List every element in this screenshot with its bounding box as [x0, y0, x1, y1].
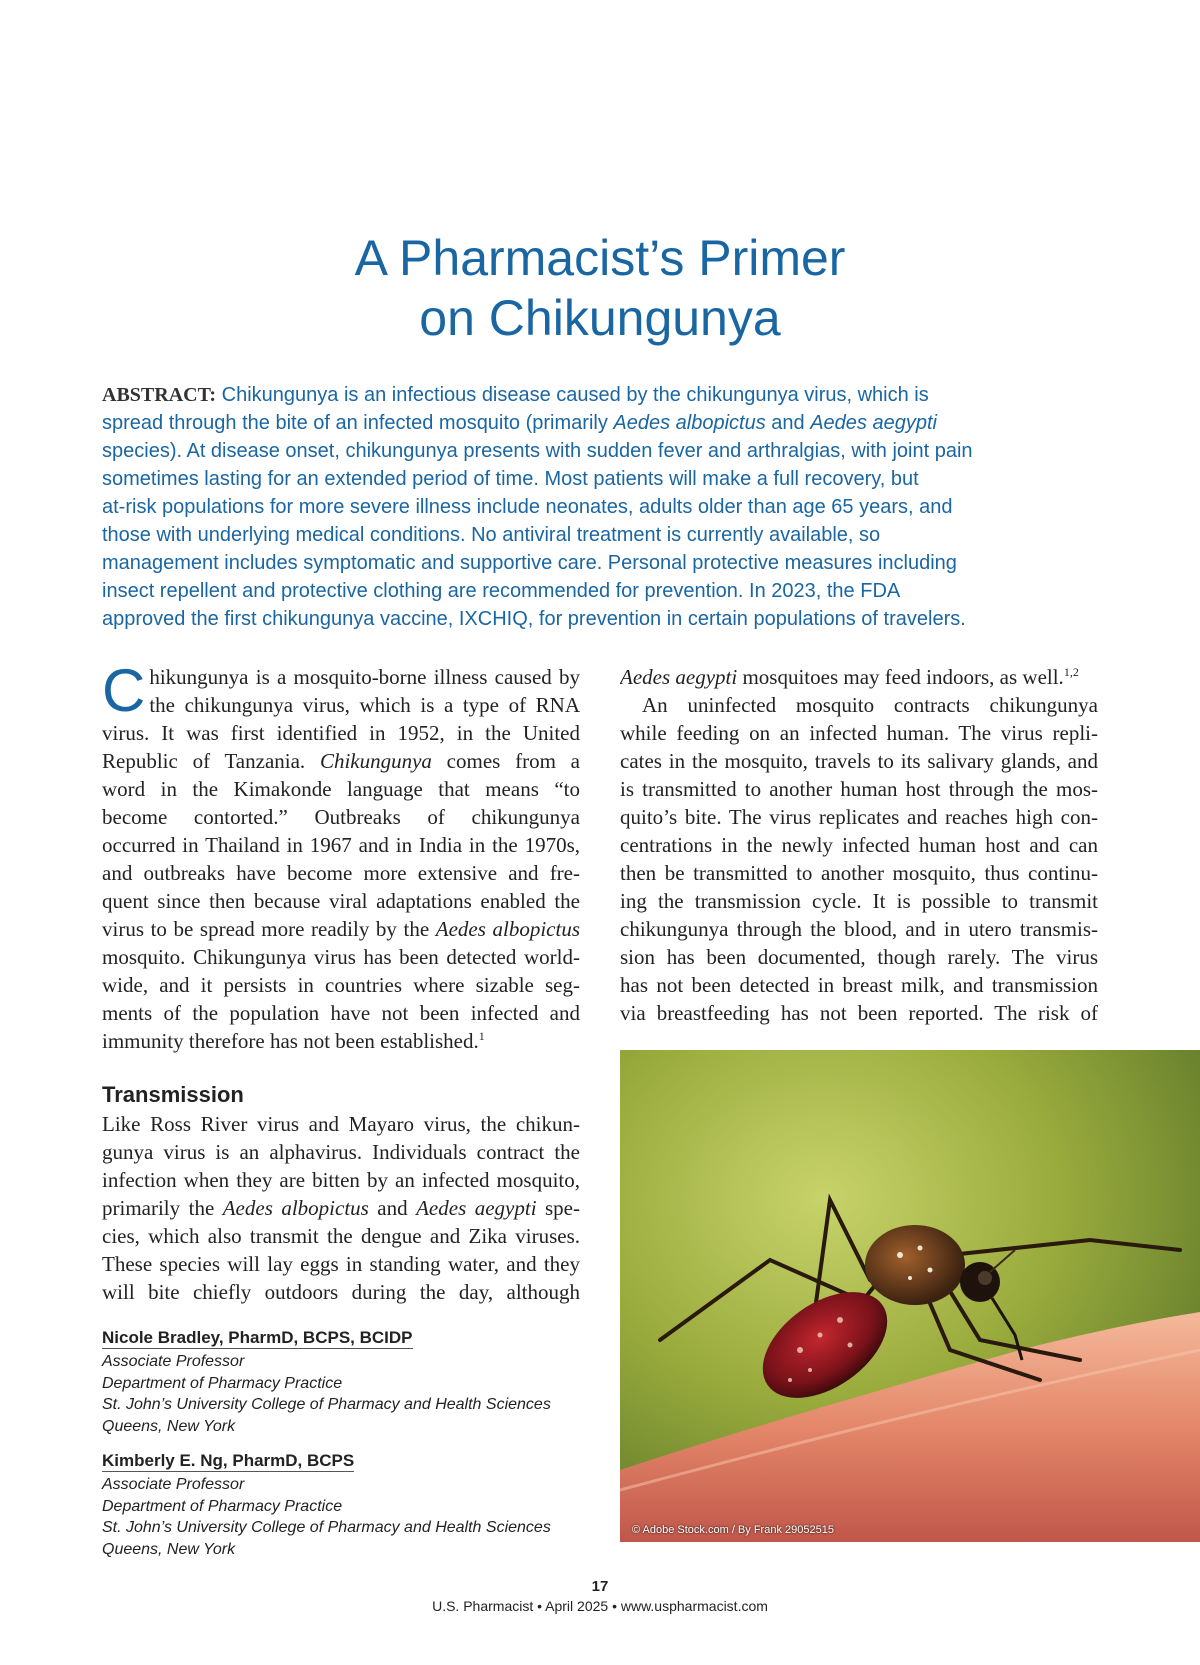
mosquito-photo: [620, 1050, 1200, 1542]
abstract: [102, 381, 1102, 633]
author-school: St. John’s University College of Pharmacy and Health Sciences: [102, 1396, 551, 1413]
author-name: Nicole Bradley, PharmD, BCPS, BCIDP: [102, 1328, 413, 1347]
author-dept: Department of Pharmacy Practice: [102, 1374, 343, 1392]
body-line: sion has been documented, though rarely. The virus: [620, 945, 1098, 969]
body-line: mosquito. Chikungunya virus has been detected world-: [102, 945, 580, 969]
title-line-2: on Chikungunya: [419, 290, 781, 346]
body-line: ments of the population have not been infected and: [102, 1001, 580, 1025]
footer-line: U.S. Pharmacist • April 2025 • www.uspharmacist.com: [432, 1598, 768, 1614]
abstract-line: sometimes lasting for an extended period of time. Most patients will make a full recovery, but: [102, 468, 919, 490]
abstract-label: ABSTRACT:: [102, 384, 217, 406]
abstract-and: and: [765, 412, 811, 434]
body-line: wide, and it persists in countries where sizable seg-: [102, 973, 580, 997]
body-line: These species will lay eggs in standing water, and they: [102, 1252, 580, 1276]
author-block-2: [102, 1451, 602, 1560]
abstract-line: at-risk populations for more severe illness include neonates, adults older than age 65 years, and: [102, 496, 953, 518]
author-name: Kimberly E. Ng, PharmD, BCPS: [102, 1451, 355, 1470]
body-line: quito’s bite. The virus replicates and reaches high con-: [620, 805, 1098, 829]
abstract-line: insect repellent and protective clothing are recommended for prevention. In 2023, the FDA: [102, 580, 901, 602]
body-line: infection when they are bitten by an infected mosquito,: [102, 1168, 580, 1192]
italic-word: Chikungunya: [319, 749, 432, 773]
photo-credit: © Adobe Stock.com / By Frank 29052515: [632, 1524, 834, 1536]
section-heading-transmission: Transmission: [102, 1082, 244, 1107]
body-line: Like Ross River virus and Mayaro virus, the chikun-: [102, 1112, 580, 1136]
body-line: then be transmitted to another mosquito, thus continu-: [620, 861, 1098, 885]
body-line: has not been detected in breast milk, and transmission: [620, 973, 1098, 997]
reference: 1,2: [1063, 665, 1079, 679]
body-line: chikungunya through the blood, and in utero transmis-: [620, 917, 1098, 941]
author-title: Associate Professor: [102, 1476, 245, 1493]
body-line: word in the Kimakonde language that means “to: [102, 777, 580, 801]
body-line: and outbreaks have become more extensive and fre-: [102, 861, 580, 885]
drop-cap: C: [102, 657, 146, 724]
abstract-line: those with underlying medical conditions. No antiviral treatment is currently available, so: [102, 524, 881, 546]
species-name: Aedes albopictus: [613, 412, 766, 434]
author-title: Associate Professor: [102, 1353, 245, 1370]
body-line: An uninfected mosquito contracts chikungunya: [642, 693, 1098, 717]
species-name: Aedes albopictus: [435, 917, 580, 941]
abstract-line: species). At disease onset, chikungunya presents with sudden fever and arthralgias, with joint pain: [102, 440, 973, 462]
title-line-1: A Pharmacist’s Primer: [354, 230, 846, 286]
transmission-paragraph: Like Ross River virus and Mayaro virus, the chikun- gunya virus is an alphavirus. Individuals contract the infection when they are bitten by an infected mosquito, primarily the Aedes albopictus and Aedes aegypti spe- cies, which also transmit the dengue and Zika viruses. These species will lay eggs in standing water, and they will bite chiefly outdoors during the day, although: [102, 1112, 580, 1304]
body-line: become contorted.” Outbreaks of chikungunya: [102, 805, 580, 829]
body-line: occurred in Thailand in 1967 and in India in the 1970s,: [102, 833, 580, 857]
body-line: cates in the mosquito, travels to its salivary glands, and: [620, 749, 1098, 773]
body-line: is transmitted to another human host through the mos-: [620, 777, 1098, 801]
body-line: ing the transmission cycle. It is possible to transmit: [620, 889, 1098, 913]
species-name: Aedes aegypti: [620, 665, 738, 689]
body-line: centrations in the newly infected human host and can: [620, 833, 1098, 857]
page-number: 17: [591, 1578, 609, 1595]
body-line: while feeding on an infected human. The virus repli-: [620, 721, 1098, 745]
species-name: Aedes aegypti: [810, 412, 937, 434]
body-line: virus. It was first identified in 1952, in the United: [102, 721, 580, 745]
reference: 1: [478, 1029, 485, 1043]
species-name: Aedes albopictus: [222, 1196, 369, 1220]
author-school: St. John’s University College of Pharmacy and Health Sciences: [102, 1519, 551, 1536]
body-line: the chikungunya virus, which is a type of RNA: [149, 693, 580, 717]
abstract-line: management includes symptomatic and supportive care. Personal protective measures including: [102, 552, 957, 574]
body-line: via breastfeeding has not been reported. The risk of: [620, 1001, 1098, 1025]
body-line: will bite chiefly outdoors during the day, although: [102, 1280, 580, 1304]
author-dept: Department of Pharmacy Practice: [102, 1497, 343, 1515]
author-location: Queens, New York: [102, 1540, 236, 1558]
body-line: cies, which also transmit the dengue and Zika viruses.: [102, 1224, 580, 1248]
body-line: quent since then because viral adaptations enabled the: [102, 889, 580, 913]
abstract-line: spread through the bite of an infected mosquito (primarily: [102, 412, 614, 434]
intro-paragraph: C hikungunya is a mosquito-borne illness caused by the chikungunya virus, which is a type of RNA virus. It was first identified in 1952, in the United Republic of Tanzania. Chikungunya comes from a word in the Kimakonde language that means “to become contorted.” Outbreaks of chikungunya occurred in Thailand in 1967 and in India in the 1970s, and outbreaks have become more extensive and fre- quent since then because viral adaptations enabled the virus to be spread more readily by the Aedes albopictus mosquito. Chikungunya virus has been detected world- wide, and it persists in countries where sizable seg- ments of the population have not been infected and immunity therefore has not been established.$^1$: [102, 657, 580, 1053]
author-block-1: [102, 1328, 602, 1437]
abstract-line: Chikungunya is an infectious disease caused by the chikungunya virus, which is: [221, 384, 929, 406]
article-title: [0, 228, 1200, 348]
body-line: hikungunya is a mosquito-borne illness caused by: [149, 665, 580, 689]
species-name: Aedes aegypti: [416, 1196, 537, 1220]
author-location: Queens, New York: [102, 1417, 236, 1435]
abstract-line: approved the first chikungunya vaccine, IXCHIQ, for prevention in certain populations of travelers.: [102, 608, 966, 630]
body-line: gunya virus is an alphavirus. Individuals contract the: [102, 1140, 580, 1164]
right-column-text: Aedes aegypti mosquitoes may feed indoors, as well.$^{1,2}$ An uninfected mosquito contracts chikungunya while feeding on an infected human. The virus repli- cates in the mosquito, travels to its salivary glands, and is transmitted to another human host through the mos- quito’s bite. The virus replicates and reaches high con- centrations in the newly infected human host and can then be transmitted to another mosquito, thus continu- ing the transmission cycle. It is possible to transmit chikungunya through the blood, and in utero transmis- sion has been documented, though rarely. The virus has not been detected in breast milk, and transmission via breastfeeding has not been reported. The risk of: [620, 665, 1098, 1025]
